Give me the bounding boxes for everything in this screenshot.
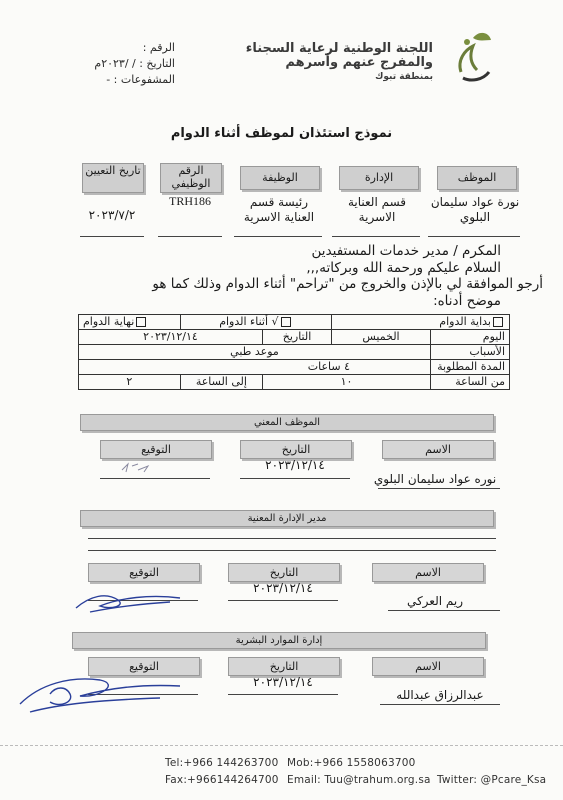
section-employee-sign-label: التوقيع: [100, 440, 212, 459]
from-value: ١٠: [263, 375, 431, 390]
duration-label: المدة المطلوبة: [431, 360, 510, 375]
check-mark-icon: √: [271, 315, 279, 328]
date-label: التاريخ: [263, 330, 332, 345]
footer-fax: Fax:+966144264700: [165, 774, 279, 786]
department-value: قسم العناية الاسرية: [347, 195, 407, 224]
job-value: رئيسة قسم العناية الاسرية: [243, 195, 315, 224]
table-row: [79, 315, 510, 330]
underline: [228, 600, 338, 601]
underline: [378, 488, 500, 489]
letter-note: موضح أدناه:: [433, 293, 501, 309]
header-hire-date: تاريخ التعيين: [82, 163, 144, 193]
day-value: الخميس: [332, 330, 431, 345]
section-employee-name-value: نوره عواد سليمان البلوي: [373, 472, 497, 486]
section-hr-sign-label: التوقيع: [88, 657, 200, 676]
underline: [234, 236, 322, 237]
footer-twitter: Twitter: @Pcare_Ksa: [437, 774, 547, 786]
underline: [158, 236, 222, 237]
org-line-3: بمنطقة تبوك: [375, 72, 433, 82]
section-employee-name-label: الاسم: [382, 440, 494, 459]
to-label: إلى الساعة: [180, 375, 262, 390]
underline: [100, 478, 210, 479]
underline: [88, 538, 496, 539]
document-meta: [40, 40, 175, 88]
section-employee-date-value: ٢٠٢٣/١٢/١٤: [265, 458, 325, 472]
table-row: [79, 360, 510, 375]
section-manager-name-value: ريم العركي: [406, 594, 464, 608]
date-label: التاريخ : / /٢٠٢٣م: [94, 57, 175, 70]
section-manager-name-label: الاسم: [372, 563, 484, 582]
table-row: [79, 330, 510, 345]
footer-mob: Mob:+966 1558063700: [287, 757, 416, 769]
to-value: ٢: [79, 375, 181, 390]
attachments-label: المشفوعات : -: [106, 73, 175, 86]
header-employee-number: الرقم الوظيفي: [160, 163, 222, 193]
option-during[interactable]: [180, 315, 331, 330]
checkbox-during[interactable]: [281, 317, 291, 327]
duration-value: ٤ ساعات: [79, 360, 431, 375]
leave-details-table: [78, 314, 510, 390]
section-hr-name-value: عبدالرزاق عبدالله: [396, 688, 484, 702]
footer-email: Email: Tuu@trahum.org.sa: [287, 774, 431, 786]
section-hr-title: إدارة الموارد البشرية: [72, 632, 486, 649]
section-employee-date-label: التاريخ: [240, 440, 352, 459]
date-value: ٢٠٢٣/١٢/١٤: [79, 330, 263, 345]
reasons-label: الأسباب: [431, 345, 510, 360]
checkbox-end[interactable]: [136, 317, 146, 327]
org-line-2: والمفرج عنهم وأسرهم: [285, 55, 433, 70]
section-hr-date-label: التاريخ: [228, 657, 340, 676]
table-row: [79, 345, 510, 360]
footer-divider: [0, 745, 563, 746]
employee-number-value: TRH186: [169, 194, 211, 208]
form-title: نموذج استئذان لموظف أثناء الدوام: [170, 126, 393, 141]
section-employee-title: الموظف المعني: [80, 414, 494, 431]
ref-label: الرقم :: [142, 41, 175, 54]
underline: [228, 694, 338, 695]
hire-date-value: ٢٠٢٣/٧/٢: [88, 208, 136, 222]
table-row: [79, 375, 510, 390]
option-during-label: أثناء الدوام: [219, 315, 269, 328]
header-department: الإدارة: [339, 166, 419, 190]
option-end[interactable]: [79, 315, 181, 330]
section-manager-date-label: التاريخ: [228, 563, 340, 582]
letter-addressee: المكرم / مدير خدمات المستفيدين: [311, 243, 501, 259]
letter-request: أرجو الموافقة لي بالإذن والخروج من "تراحم" أثناء الدوام وذلك كما هو: [152, 276, 543, 292]
option-start[interactable]: [332, 315, 510, 330]
option-start-label: بداية الدوام: [439, 315, 491, 328]
letter-greeting: السلام عليكم ورحمة الله وبركاته,,,: [306, 260, 501, 276]
underline: [388, 610, 500, 611]
org-line-1: اللجنة الوطنية لرعاية السجناء: [245, 41, 433, 56]
header-employee: الموظف: [437, 166, 517, 190]
section-manager-title: مدير الإدارة المعنية: [80, 510, 494, 527]
organization-logo: [443, 20, 503, 90]
employee-name-value: نورة عواد سليمان البلوي: [430, 195, 520, 224]
header-job: الوظيفة: [240, 166, 320, 190]
section-hr-name-label: الاسم: [372, 657, 484, 676]
section-manager-sign-label: التوقيع: [88, 563, 200, 582]
signature-manager: [70, 588, 190, 618]
option-end-label: نهاية الدوام: [83, 315, 135, 328]
underline: [80, 236, 144, 237]
underline: [332, 236, 420, 237]
underline: [428, 236, 520, 237]
signature-employee: [118, 458, 168, 478]
from-label: من الساعة: [431, 375, 510, 390]
reasons-value: موعد طبي: [79, 345, 431, 360]
footer-tel: Tel:+966 144263700: [165, 757, 279, 769]
checkbox-start[interactable]: [493, 317, 503, 327]
organization-name: [213, 42, 433, 84]
underline: [240, 478, 350, 479]
day-label: اليوم: [431, 330, 510, 345]
section-manager-date-value: ٢٠٢٣/١٢/١٤: [253, 581, 313, 595]
underline: [380, 704, 500, 705]
section-hr-date-value: ٢٠٢٣/١٢/١٤: [253, 675, 313, 689]
underline: [88, 550, 496, 551]
signature-hr: [10, 664, 200, 724]
